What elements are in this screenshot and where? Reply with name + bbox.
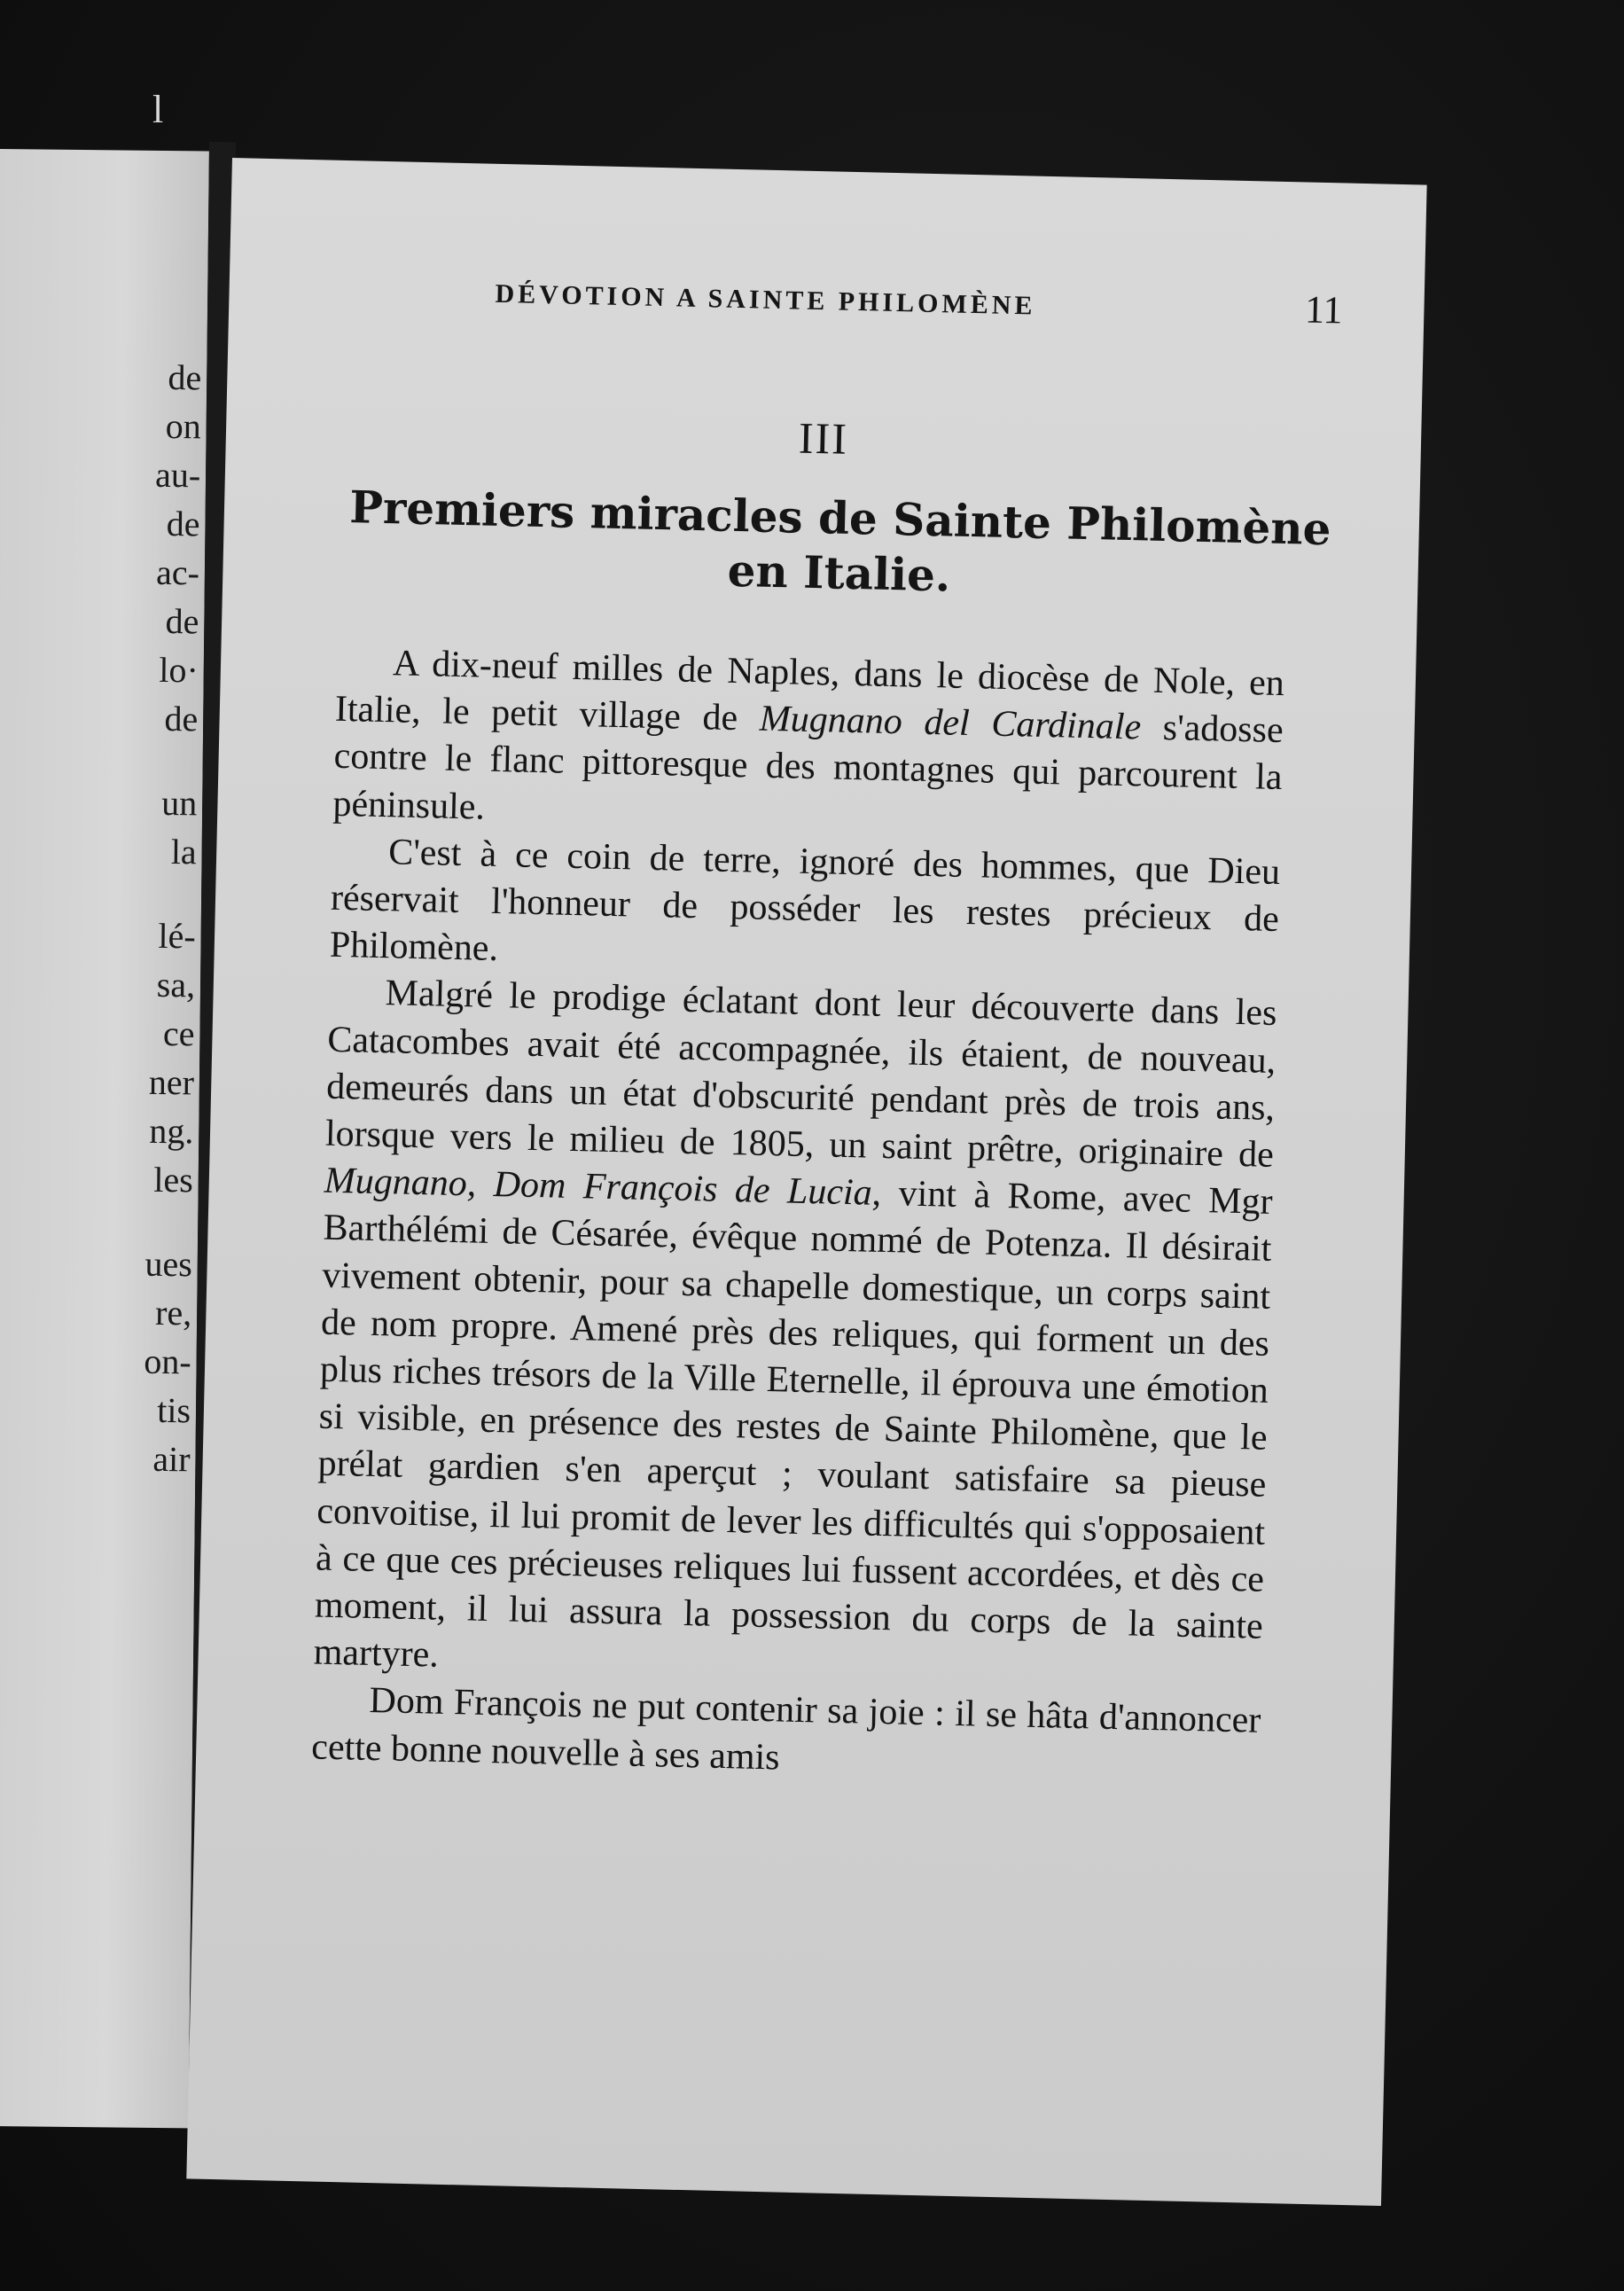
section-number: III	[798, 412, 849, 464]
left-page-line-end: la	[170, 832, 197, 872]
left-facing-page	[0, 149, 209, 2128]
left-page-line-end: lo·	[159, 649, 199, 691]
left-page-line-end: de	[165, 600, 199, 642]
chapter-title	[329, 480, 1351, 613]
paragraph: Dom François ne put contenir sa joie : il se hâta d'annoncer cette bonne nouvelle à ses amis	[310, 1680, 1261, 1779]
paragraph: Malgré le prodige éclatant dont leur découverte dans les Catacombes avait été accompagnée, ils étaient, de nouveau, demeurés dans un état d'obscurité pendant près de trois ans, lorsque vers le milieu de 1805, un saint prêtre, originaire de Mugnano, Dom François de Lucia, vint à Rome, avec Mgr Barthélémi de Césarée, évêque nommé de Potenza. Il désirait vivement obtenir, pour sa chapelle domestique, un corps saint de nom propre. Amené près des reliques, qui forment un des plus riches trésors de la Ville Eternelle, il éprouva une émotion si visible, en présence des restes de Sainte Philomène, que le prélat gardien s'en aperçut ; voulant satisfaire sa pieuse convoitise, il lui promit de lever les difficultés qui s'opposaient à ce que ces précieuses reliques lui fussent accordées, et dès ce moment, il lui assura la possession du corps de la sainte martyre.	[313, 973, 1277, 1676]
running-head: DÉVOTION A SAINTE PHILOMÈNE	[495, 278, 1036, 321]
left-page-line-end: re,	[154, 1292, 192, 1333]
left-page-line-end: ues	[144, 1243, 193, 1285]
chapter-title-line: Premiers miracles de Sainte Philomène	[348, 481, 1332, 556]
left-page-line-end: un	[161, 782, 198, 824]
person-name: Mugnano, Dom François de Lucia	[324, 1160, 873, 1214]
margin-pencil-mark: l	[152, 88, 164, 131]
paragraph: A dix-neuf milles de Naples, dans le diocèse de Nole, en Italie, le petit village de Mugnano del Cardinale s'adosse contre le flanc pittoresque des montagnes qui parcourent la péninsule.	[332, 643, 1285, 828]
left-page-line-end: ce	[162, 1013, 195, 1054]
left-page-line-end: les	[153, 1159, 194, 1200]
left-page-line-end: ner	[148, 1061, 195, 1103]
left-page-line-end: air	[152, 1438, 191, 1480]
left-page-line-end: on	[165, 405, 201, 447]
left-page-line-end: au-	[154, 454, 201, 496]
book-page	[186, 158, 1426, 2206]
left-page-line-end: de	[168, 357, 202, 398]
page-number: 11	[1304, 287, 1343, 332]
left-page-line-end: ac-	[155, 551, 200, 593]
left-page-line-end: ng.	[149, 1110, 194, 1152]
left-page-line-end: tis	[157, 1389, 191, 1431]
place-name: Mugnano del Cardinale	[759, 698, 1142, 748]
left-page-line-end: sa,	[156, 964, 196, 1005]
left-page-line-end: de	[166, 503, 200, 544]
paragraph: C'est à ce coin de terre, ignoré des hommes, que Dieu réservait l'honneur de posséder les restes précieux de Philomène.	[329, 832, 1281, 970]
body-text	[311, 639, 1285, 1793]
left-page-line-end: lé-	[158, 915, 196, 957]
left-page-line-end: on-	[144, 1341, 191, 1382]
chapter-title-line: en Italie.	[727, 543, 952, 602]
left-page-line-end: de	[164, 698, 199, 739]
